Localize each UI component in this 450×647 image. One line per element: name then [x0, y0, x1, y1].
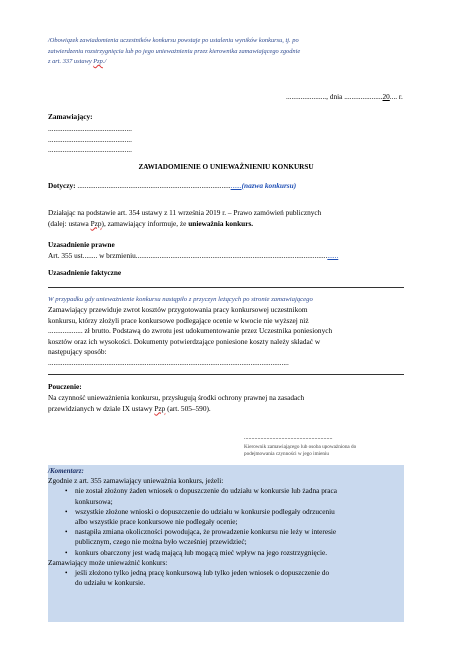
- intro-line: [48, 219, 404, 230]
- refund-line: następujący sposób:: [48, 347, 107, 356]
- header-note-end: ./: [102, 58, 107, 65]
- divider: [48, 374, 404, 375]
- intro-paragraph: [48, 208, 404, 229]
- list-item: [67, 507, 404, 527]
- zamawiajacy-label: Zamawiający:: [48, 112, 93, 121]
- refund-paragraph: [48, 305, 404, 368]
- list-item: [67, 527, 404, 547]
- pzp-abbr: Pzp: [90, 218, 102, 228]
- dnia-label: , dnia: [326, 92, 343, 101]
- intro-text: (dalej: ustawa: [48, 218, 91, 228]
- list-item-line: • nie został złożony żaden wniosek o dopuszczenie do udziału w konkursie lub żadna praca: [75, 486, 337, 496]
- refund-line: kosztów oraz ich wysokości. Dokumenty potwierdzające poniesione koszty należy składać w: [48, 336, 321, 346]
- document-title: ZAWIADOMIENIE O UNIEWAŻNIENIU KONKURSU: [138, 163, 314, 171]
- zamawiajacy-line: ..............................................: [48, 134, 132, 144]
- refund-line: konkursu, którzy złożyli prace konkursowe podlegające ocenie w kwocie nie wyższej niż: [48, 315, 309, 325]
- competition-name-placeholder: (nazwa konkursu): [241, 181, 297, 190]
- pzp-abbr: Pzp: [154, 403, 166, 413]
- pzp-abbr: Pzp: [93, 58, 103, 65]
- refund-note: W przypadku gdy unieważnienie konkursu nastąpiło z przyczyn leżących po stronie zamawiającego: [48, 296, 313, 303]
- list-item-line: • konkurs obarczony jest wadą mającą lub mogącą mieć wpływ na jego rozstrzygnięcie.: [75, 547, 328, 557]
- intro-bold: unieważnia konkurs.: [188, 218, 254, 228]
- legal-link-dots: ......: [327, 251, 339, 260]
- header-note-line1: /Obowiązek zawiadomienia uczestników konkursu powstaje po ustaleniu wyników konkursu, tj. po: [48, 37, 299, 44]
- dotyczy-dots: ....................................................................................: [77, 181, 231, 190]
- list-item-line: do udziału w konkursie.: [75, 578, 146, 588]
- day-dots: .....................: [344, 92, 383, 101]
- header-note-line2: zatwierdzeniu rozstrzygnięcia lub po jego unieważnieniu przez kierownika zamawiającego zgodnie: [48, 47, 301, 55]
- instruction-line: Na czynność unieważnienia konkursu, przysługują środki ochrony prawnej na zasadach: [48, 393, 305, 402]
- divider: [48, 287, 404, 288]
- refund-dots: ....................................................................................................................................: [48, 357, 289, 367]
- optional-conditions-list: [48, 568, 404, 588]
- cancellation-conditions-list: [48, 486, 404, 557]
- legal-basis-label: Uzasadnienie prawne: [48, 240, 115, 249]
- instruction-text: przewidzianych w dziale IX ustawy: [48, 403, 155, 413]
- header-note-text: z art. 337 ustawy: [48, 58, 94, 65]
- article-dots: ........: [82, 251, 98, 260]
- comment-intro: Zgodnie z art. 355 zamawiający unieważnia konkurs, jeżeli:: [48, 476, 224, 486]
- year-suffix: r.: [398, 92, 403, 101]
- signature-caption: podejmowania czynności w jego imieniu: [244, 450, 329, 457]
- intro-line: Działając na podstawie art. 354 ustawy z 11 września 2019 r. – Prawo zamówień publicznych: [48, 208, 322, 217]
- comment-label: /Komentarz:: [48, 467, 84, 475]
- intro-text: ), zamawiający informuje, że: [101, 218, 189, 228]
- factual-basis-label: Uzasadnienie faktyczne: [48, 268, 122, 277]
- dotyczy-label: Dotyczy:: [48, 181, 76, 190]
- list-item-line: konkursowa;: [75, 496, 113, 506]
- refund-line: Zamawiający przewiduje zwrot kosztów przygotowania pracy konkursowej uczestnikom: [48, 305, 308, 314]
- year-dots: ....: [389, 92, 398, 101]
- list-item: [67, 568, 404, 588]
- place-dots: ......................: [286, 92, 327, 101]
- year-prefix: 20: [382, 92, 390, 101]
- signature-block: [244, 433, 404, 458]
- instruction-line: [48, 404, 404, 415]
- list-item-line: • wszystkie złożone wnioski o dopuszczenie do udziału w konkursie podlegały odrzuceniu: [75, 506, 335, 516]
- instruction-paragraph: [48, 393, 404, 414]
- w-brzmieniu-text: w brzmieniu: [97, 251, 136, 260]
- header-note: [48, 36, 408, 68]
- article-ref: Art. 355 ust: [48, 251, 83, 260]
- list-item-line: • jeśli złożono tylko jedną pracę konkursową lub tylko jeden wniosek o dopuszczenie do: [75, 568, 330, 578]
- dotyczy-link-dots: ......: [230, 181, 242, 190]
- zamawiajacy-lines: [48, 124, 132, 156]
- list-item-line: • nastąpiła zmiana okoliczności powodująca, że prowadzenie konkursu nie leży w interesie: [75, 527, 337, 537]
- comment-content: [48, 466, 404, 588]
- refund-line: ................... zł brutto. Podstawą do zwrotu jest udokumentowanie przez Uczestnika poniesionych: [48, 326, 333, 335]
- optional-cancellation-label: Zamawiający może unieważnić konkurs:: [48, 557, 168, 567]
- list-item-line: publicznym, czego nie można było wcześniej przewidzieć;: [75, 537, 247, 547]
- list-item-line: albo wszystkie prace konkursowe nie podlegały ocenie;: [75, 517, 238, 527]
- list-item: [67, 548, 404, 558]
- list-item: [67, 486, 404, 506]
- signature-dots: ...........................................................: [244, 435, 333, 441]
- signature-caption: Kierownik zamawiającego lub osoba upoważniona do: [244, 443, 357, 450]
- zamawiajacy-line: ..............................................: [48, 145, 132, 154]
- header-note-line3: [48, 57, 408, 68]
- instruction-text: (art. 505–590).: [165, 403, 211, 413]
- date-line: [286, 92, 403, 103]
- legal-basis-line: [48, 251, 338, 262]
- dotyczy-line: [48, 181, 296, 192]
- legal-dots: .........................................................................................................: [135, 251, 328, 260]
- zamawiajacy-line: ..............................................: [48, 124, 132, 133]
- instruction-label: Pouczenie:: [48, 382, 82, 391]
